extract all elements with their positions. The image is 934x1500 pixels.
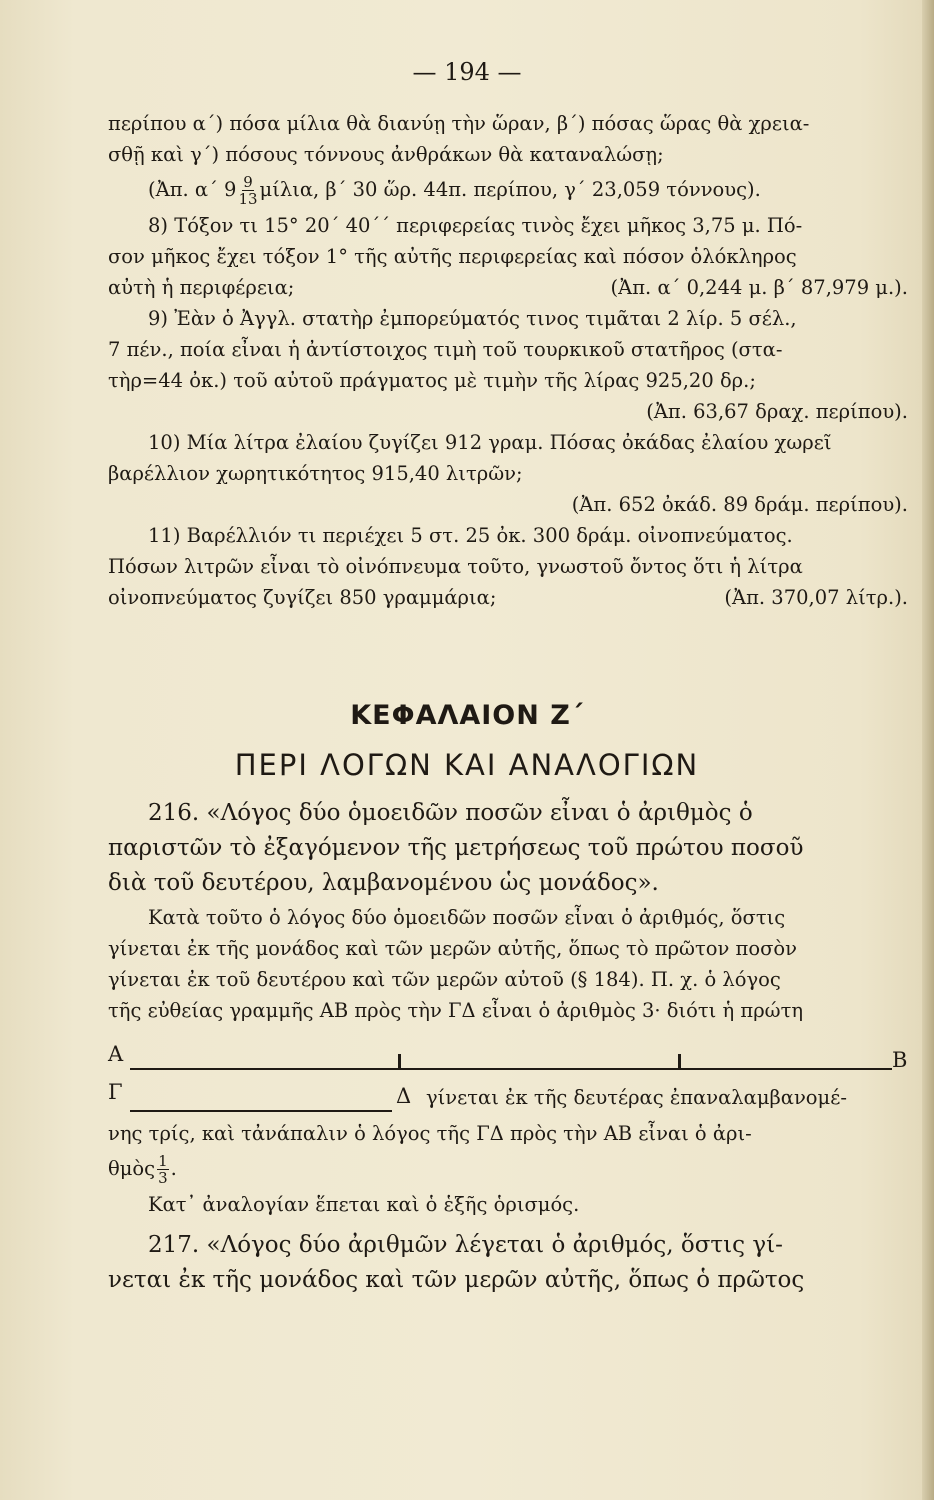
text-line: Πόσων λιτρῶν εἶναι τὸ οἰνόπνευμα τοῦτο, γνωστοῦ ὄντος ὅτι ἡ λίτρα <box>108 555 803 578</box>
text-line: σθῇ καὶ γ΄) πόσους τόννους ἀνθράκων θὰ καταναλώσῃ; <box>108 143 664 166</box>
segment-gd <box>130 1110 392 1112</box>
label-g: Γ <box>108 1080 123 1104</box>
exercise-11: 11) Βαρέλλιόν τι περιέχει 5 στ. 25 ὀκ. 300 δράμ. οἰνοπνεύματος. <box>148 524 793 547</box>
text-line: Κατ᾽ ἀναλογίαν ἕπεται καὶ ὁ ἑξῆς ὁρισμός. <box>148 1193 580 1216</box>
chapter-title: ΚΕΦΑΛΑΙΟΝ Ζ΄ <box>350 700 584 731</box>
label-b: Β <box>892 1048 908 1072</box>
label-d: Δ <box>396 1084 412 1108</box>
answer-line: (Ἀπ. 63,67 δραχ. περίπου). <box>646 400 908 423</box>
chapter-subtitle: ΠΕΡΙ ΛΟΓΩΝ ΚΑΙ ΑΝΑΛΟΓΙΩΝ <box>234 748 700 782</box>
text-line: παριστῶν τὸ ἐξαγόμενον τῆς μετρήσεως τοῦ πρώτου ποσοῦ <box>108 835 804 861</box>
exercise-8: 8) Τόξον τι 15° 20΄ 40΄΄ περιφερείας τινὸς ἔχει μῆκος 3,75 μ. Πό- <box>148 214 803 237</box>
section-216-definition <box>108 796 908 901</box>
text-line: αὐτὴ ἡ περιφέρεια; (Ἀπ. α΄ 0,244 μ. β΄ 87,979 μ.). <box>108 276 908 299</box>
text-line: 217. «Λόγος δύο ἀριθμῶν λέγεται ὁ ἀριθμός, ὅστις γί- <box>148 1232 783 1258</box>
text-line: θμὸς $\frac{1}{3}$ . <box>108 1152 177 1187</box>
section-216-body <box>108 902 908 1026</box>
text-line: τῆς εὐθείας γραμμῆς ΑΒ πρὸς τὴν ΓΔ εἶναι ὁ ἀριθμὸς 3· διότι ἡ πρώτη <box>108 999 804 1022</box>
exercise-9: 9) Ἐὰν ὁ Ἀγγλ. στατὴρ ἐμπορεύματός τινος τιμᾶται 2 λίρ. 5 σέλ., <box>148 307 797 330</box>
text-line: νεται ἐκ τῆς μονάδος καὶ τῶν μερῶν αὐτῆς, ὅπως ὁ πρῶτος <box>108 1267 805 1293</box>
exercise-10: 10) Μία λίτρα ἐλαίου ζυγίζει 912 γραμ. Πόσας ὀκάδας ἐλαίου χωρεῖ <box>148 431 832 454</box>
text-line: Κατὰ τοῦτο ὁ λόγος δύο ὁμοειδῶν ποσῶν εἶναι ὁ ἀριθμός, ὅστις <box>148 906 786 929</box>
text-line: βαρέλλιον χωρητικότητος 915,40 λιτρῶν; <box>108 462 523 485</box>
fraction: $\frac{1}{3}$ <box>158 1152 168 1187</box>
text-line: σον μῆκος ἔχει τόξον 1° τῆς αὐτῆς περιφερείας καὶ πόσον ὁλόκληρος <box>108 245 797 268</box>
exercises-block <box>108 108 908 613</box>
text-line: νης τρίς, καὶ τἀνάπαλιν ὁ λόγος τῆς ΓΔ πρὸς τὴν ΑΒ εἶναι ὁ ἀρι- <box>108 1122 752 1145</box>
text-line: τὴρ=44 ὀκ.) τοῦ αὐτοῦ πράγματος μὲ τιμὴν τῆς λίρας 925,20 δρ.; <box>108 369 756 392</box>
text-line: περίπου α΄) πόσα μίλια θὰ διανύῃ τὴν ὥραν, β΄) πόσας ὥρας θὰ χρεια- <box>108 112 810 135</box>
segment-ab <box>130 1068 892 1070</box>
segment-tick <box>678 1054 681 1070</box>
text-line: διὰ τοῦ δευτέρου, λαμβανομένου ὡς μονάδος». <box>108 870 659 896</box>
page-number: — 194 — <box>412 58 522 86</box>
text-line: 7 πέν., ποία εἶναι ἡ ἀντίστοιχος τιμὴ τοῦ τουρκικοῦ στατῆρος (στα- <box>108 338 783 361</box>
segment-tick <box>398 1054 401 1070</box>
text-line: 216. «Λόγος δύο ὁμοειδῶν ποσῶν εἶναι ὁ ἀριθμὸς ὁ <box>148 800 753 826</box>
text-line: γίνεται ἐκ τῆς δευτέρας ἐπαναλαμβανομέ- <box>426 1086 847 1109</box>
label-a: Α <box>108 1042 124 1066</box>
section-217-definition <box>108 1228 908 1298</box>
text-line: γίνεται ἐκ τοῦ δευτέρου καὶ τῶν μερῶν αὐτοῦ (§ 184). Π. χ. ὁ λόγος <box>108 968 781 991</box>
fraction: $\frac{9}{13}$ <box>238 173 258 208</box>
answer-line: (Ἀπ. α΄ 9 $\frac{9}{13}$ μίλια, β΄ 30 ὥρ. 44π. περίπου, γ΄ 23,059 τόννους). <box>148 173 761 208</box>
section-216-continued <box>108 1118 908 1220</box>
text-line: γίνεται ἐκ τῆς μονάδος καὶ τῶν μερῶν αὐτῆς, ὅπως τὸ πρῶτον ποσὸν <box>108 937 798 960</box>
answer-line: (Ἀπ. 652 ὀκάδ. 89 δράμ. περίπου). <box>571 493 908 516</box>
text-line: οἰνοπνεύματος ζυγίζει 850 γραμμάρια; (Ἀπ. 370,07 λίτρ.). <box>108 586 908 609</box>
